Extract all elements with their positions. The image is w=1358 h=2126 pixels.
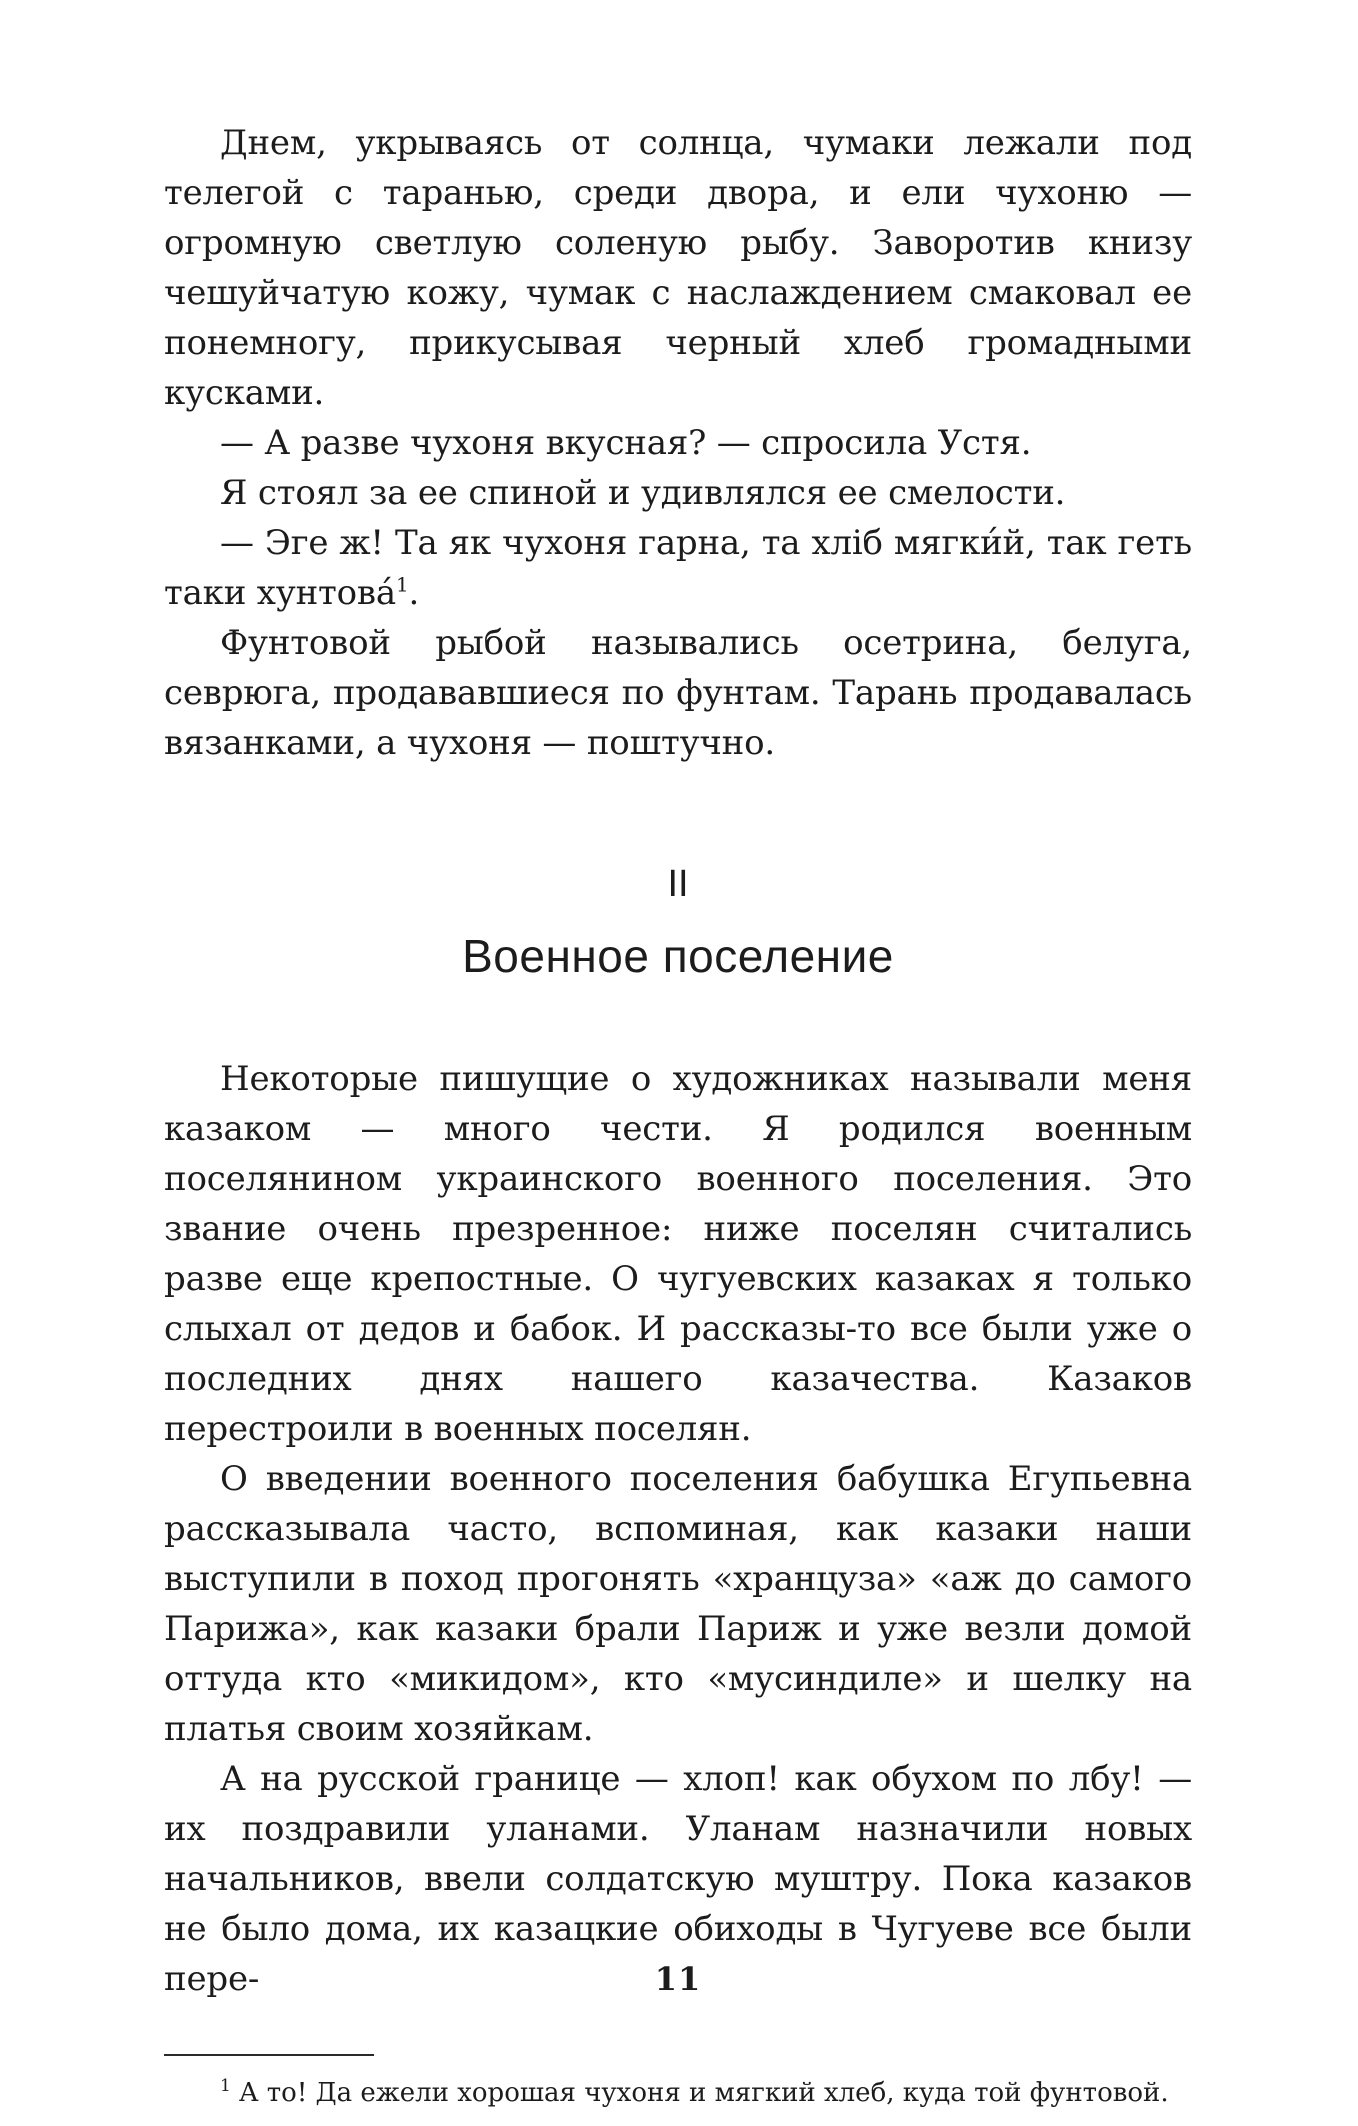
section-two — [164, 1054, 1192, 2004]
quote-end: . — [408, 573, 420, 613]
paragraph: Я стоял за ее спиной и удивлялся ее смелости. — [220, 473, 1066, 513]
quote-text: — Эге ж! Та як чухоня гарна, та хліб мягки́й, так геть таки хунтова́ — [164, 523, 1192, 613]
footnote-divider — [164, 2054, 374, 2056]
paragraph: — А разве чухоня вкусная? — спросила Устя. — [220, 423, 1032, 463]
footnote-mark: 1 — [220, 2076, 231, 2097]
page-number: 11 — [654, 1960, 702, 1998]
paragraph: Днем, укрываясь от солнца, чумаки лежали под телегой с таранью, среди двора, и ели чухоню — огромную светлую соленую рыбу. Заворотив книзу чешуйчатую кожу, чумак с наслаждением смаковал ее понемногу, прикусывая черный хлеб громадными кусками. — [164, 123, 1192, 413]
footnote-reference: 1 — [395, 572, 409, 597]
chapter-number: II — [667, 863, 689, 905]
section-one — [164, 118, 1192, 768]
paragraph: Некоторые пишущие о художниках называли меня казаком — много чести. Я родился военным поселянином украинского военного поселения. Это звание очень презренное: ниже поселян считались разве еще крепостные. О чугуевских казаках я только слыхал от дедов и бабок. И рассказы-то все были уже о последних днях нашего казачества. Казаков перестроили в военных поселян. — [164, 1059, 1192, 1449]
footnote — [164, 2074, 1192, 2112]
chapter-title: Военное поселение — [462, 930, 894, 982]
paragraph: А на русской границе — хлоп! как обухом по лбу! — их поздравили уланами. Уланам назначили новых начальников, ввели солдатскую муштру. Пока казаков не было дома, их казацкие обиходы в Чугуеве все были пере- — [164, 1759, 1192, 1999]
quote-paragraph — [164, 518, 1192, 618]
book-page — [164, 118, 1192, 2112]
paragraph: О введении военного поселения бабушка Егупьевна рассказывала часто, вспоминая, как казаки наши выступили в поход прогонять «хранцуза» «аж до самого Парижа», как казаки брали Париж и уже везли домой оттуда кто «микидом», кто «мусиндиле» и шелку на платья своим хозяйкам. — [164, 1459, 1192, 1749]
footnote-text: А то! Да ежели хорошая чухоня и мягкий хлеб, куда той фунтовой. — [238, 2078, 1169, 2108]
paragraph: Фунтовой рыбой назывались осетрина, белуга, севрюга, продававшиеся по фунтам. Тарань продавалась вязанками, а чухоня — поштучно. — [164, 623, 1192, 763]
